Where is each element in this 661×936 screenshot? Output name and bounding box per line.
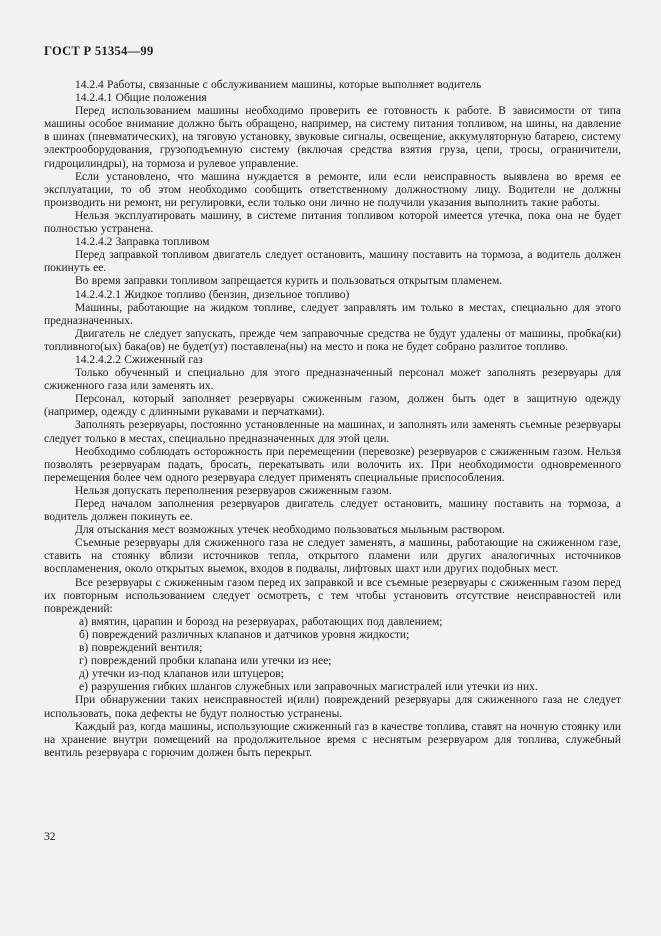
clause-heading: 14.2.4.1 Общие положения	[75, 92, 207, 105]
paragraph: Нельзя допускать переполнения резервуаров сжиженным газом.	[75, 484, 392, 497]
paragraph: Все резервуары с сжиженным газом перед их заправкой и все съемные резервуары с сжиженным газом перед их повторным использованием следует осмотреть, с тем чтобы установить отсутствие неисправностей или повреждений:	[44, 576, 621, 615]
paragraph: Перед началом заполнения резервуаров двигатель следует остановить, машину поставить на тормоза, а водитель должен покинуть ее.	[44, 498, 621, 524]
paragraph: Перед использованием машины необходимо проверить ее готовность к работе. В зависимости от типа машины особое внимание должно быть обращено, например, на систему питания топливом, на шины, на давление в шинах (пневматических), на тяговую установку, звуковые сигналы, освещение, аккумуляторную батарею, систему электрооборудования, грузоподъемную систему (включая средства взятия груза, цепи, тросы, ограничители, гидроцилиндры), на тормоза и рулевое управление.	[44, 105, 621, 170]
paragraph: Персонал, который заполняет резервуары сжиженным газом, должен быть одет в защитную одежду (например, одежду с длинными рукавами и перчатками).	[44, 393, 621, 419]
document-body	[44, 79, 621, 760]
paragraph: Съемные резервуары для сжиженного газа не следует заменять, а машины, работающие на сжиженном газе, ставить на стоянку вблизи источников тепла, открытого пламени или других аналогичных источников воспламенения, около открытых выемок, входов в подвалы, лифтовых шахт или других подобных мест.	[44, 537, 621, 576]
list-item: г) повреждений пробки клапана или утечки из нее;	[79, 655, 332, 668]
paragraph: Необходимо соблюдать осторожность при перемещении (перевозке) резервуаров с сжиженным газом. Нельзя позволять резервуарам падать, бросать, перекатывать или волочить их. При необходимости одновременного перемещения более чем одного резервуара следует применять специальные приспособления.	[44, 445, 621, 484]
paragraph: Нельзя эксплуатировать машину, в системе питания топливом которой имеется утечка, пока она не будет полностью устранена.	[44, 209, 621, 236]
paragraph: Перед заправкой топливом двигатель следует остановить, машину поставить на тормоза, а водитель должен покинуть ее.	[44, 249, 621, 275]
paragraph: Заполнять резервуары, постоянно установленные на машинах, и заполнять или заменять съемные резервуары следует только в местах, специально предназначенных для этой цели.	[44, 419, 621, 445]
list-item: д) утечки из-под клапанов или штуцеров;	[79, 668, 284, 681]
list-item: б) повреждений различных клапанов и датчиков уровня жидкости;	[79, 628, 410, 641]
paragraph: Только обученный и специально для этого предназначенный персонал может заполнять резервуары для сжиженного газа или заменять их.	[44, 367, 621, 393]
document-header: ГОСТ Р 51354—99	[44, 44, 154, 58]
list-item: в) повреждений вентиля;	[79, 642, 203, 655]
clause-heading: 14.2.4.2.2 Сжиженный газ	[75, 353, 203, 366]
paragraph: Каждый раз, когда машины, использующие сжиженный газ в качестве топлива, ставят на ночную стоянку или на хранение внутри помещений на продолжительное время с неснятым резервуаром для топлива, служебный вентиль резервуара с горючим должен быть перекрыт.	[44, 720, 621, 759]
list-item: а) вмятин, царапин и борозд на резервуарах, работающих под давлением;	[79, 615, 443, 628]
paragraph: Двигатель не следует запускать, прежде чем заправочные средства не будут удалены от машины, пробка(ки) топливного(ых) бака(ов) не будет(ут) поставлена(ны) на место и пока не будет собрано разлитое топливо.	[44, 327, 621, 353]
paragraph: При обнаружении таких неисправностей и(или) повреждений резервуары для сжиженного газа не следует использовать, пока дефекты не будут полностью устранены.	[44, 694, 621, 720]
list-item: е) разрушения гибких шлангов служебных или заправочных магистралей или утечки из них.	[79, 681, 538, 694]
paragraph: Во время заправки топливом запрещается курить и пользоваться открытым пламенем.	[75, 275, 503, 288]
paragraph: Машины, работающие на жидком топливе, следует заправлять им только в местах, специально для этого предназначенных.	[44, 301, 621, 327]
page-number: 32	[44, 831, 56, 843]
paragraph: Для отыскания мест возможных утечек необходимо пользоваться мыльным раствором.	[75, 524, 505, 537]
clause-heading: 14.2.4 Работы, связанные с обслуживанием машины, которые выполняет водитель	[75, 79, 482, 91]
clause-heading: 14.2.4.2.1 Жидкое топливо (бензин, дизельное топливо)	[75, 288, 350, 301]
clause-heading: 14.2.4.2 Заправка топливом	[75, 236, 210, 249]
paragraph: Если установлено, что машина нуждается в ремонте, или если неисправность выявлена во время ее эксплуатации, то об этом необходимо сообщить ответственному должностному лицу. Водители не должны производить ни ремонт, ни регулировки, если только они лично не получили указания выполнить такие работы.	[44, 170, 621, 209]
